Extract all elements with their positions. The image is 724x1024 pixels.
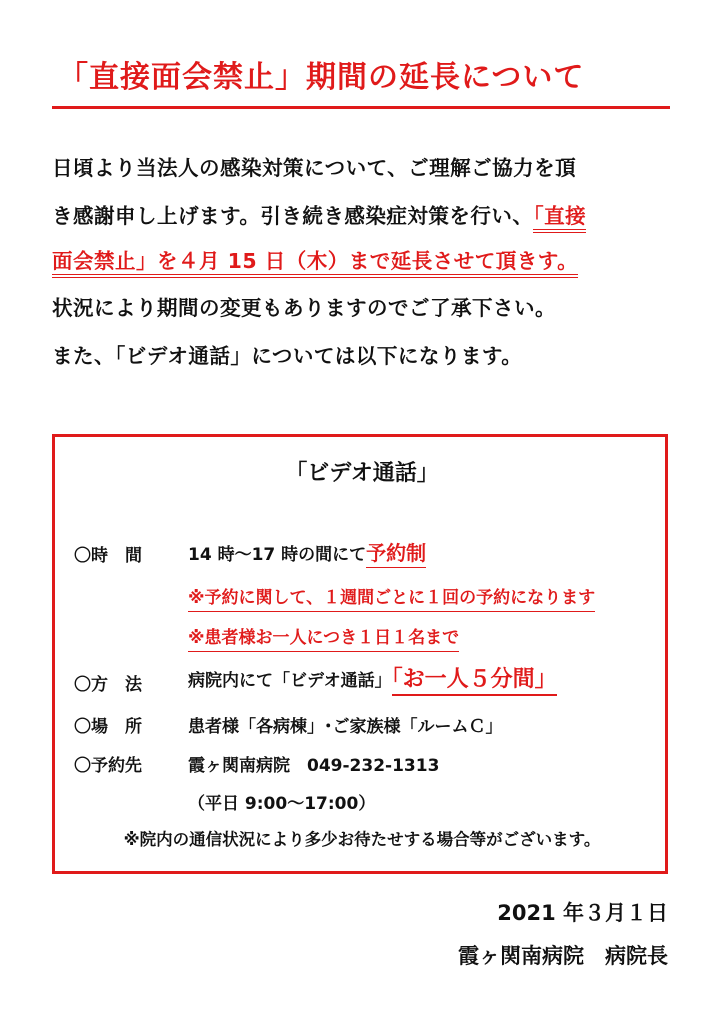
body-line-3: [52, 244, 578, 274]
time-value: 14 時～17 時の間にて: [188, 545, 367, 565]
reservation-hours: （平日 9:00～17:00）: [188, 794, 376, 814]
signer: 霞ヶ関南病院 病院長: [458, 944, 668, 968]
time-label: 〇時 間: [74, 546, 142, 566]
box-heading: 「ビデオ通話」: [285, 461, 439, 486]
method-value-row: [188, 662, 557, 693]
duration-highlight: 「お一人５分間」: [392, 667, 557, 696]
time-note-1: [188, 583, 595, 608]
reservation-label: 〇予約先: [74, 756, 142, 776]
box-footer-note: ※院内の通信状況により多少お待たせする場合等がございます。: [123, 830, 601, 849]
reservation-value: 霞ヶ関南病院 049-232-1313: [188, 756, 440, 776]
place-label: 〇場 所: [74, 717, 142, 737]
body-line-2: [52, 199, 586, 229]
body-line-4: 状況により期間の変更もありますのでご了承下さい。: [52, 296, 556, 320]
emphasis-start: 「直接: [533, 204, 586, 233]
body-line-2-text: き感謝申し上げます。引き続き感染症対策を行い、: [52, 204, 534, 228]
method-label: 〇方 法: [74, 675, 142, 695]
time-note-1-text: ※予約に関して、１週間ごとに１回の予約になります: [188, 588, 595, 612]
time-value-row: [188, 537, 426, 566]
place-value: 患者様「各病棟」･ご家族様「ルームＣ」: [188, 717, 503, 737]
method-value: 病院内にて「ビデオ通話」: [188, 671, 392, 691]
reservation-system: 予約制: [366, 541, 426, 568]
body-line-5: また、「ビデオ通話」については以下になります。: [52, 344, 523, 368]
body-line-1: 日頃より当法人の感染対策について、ご理解ご協力を頂: [52, 156, 577, 180]
page-title: 「直接面会禁止」期間の延長について: [58, 60, 585, 95]
emphasis-extension: 面会禁止」を４月 15 日（木）まで延長させて頂きす。: [52, 249, 578, 278]
time-note-2-text: ※患者様お一人につき１日１名まで: [188, 628, 459, 652]
time-note-2: [188, 623, 459, 648]
title-underline: [52, 106, 670, 109]
issue-date: 2021 年３月１日: [497, 901, 668, 925]
